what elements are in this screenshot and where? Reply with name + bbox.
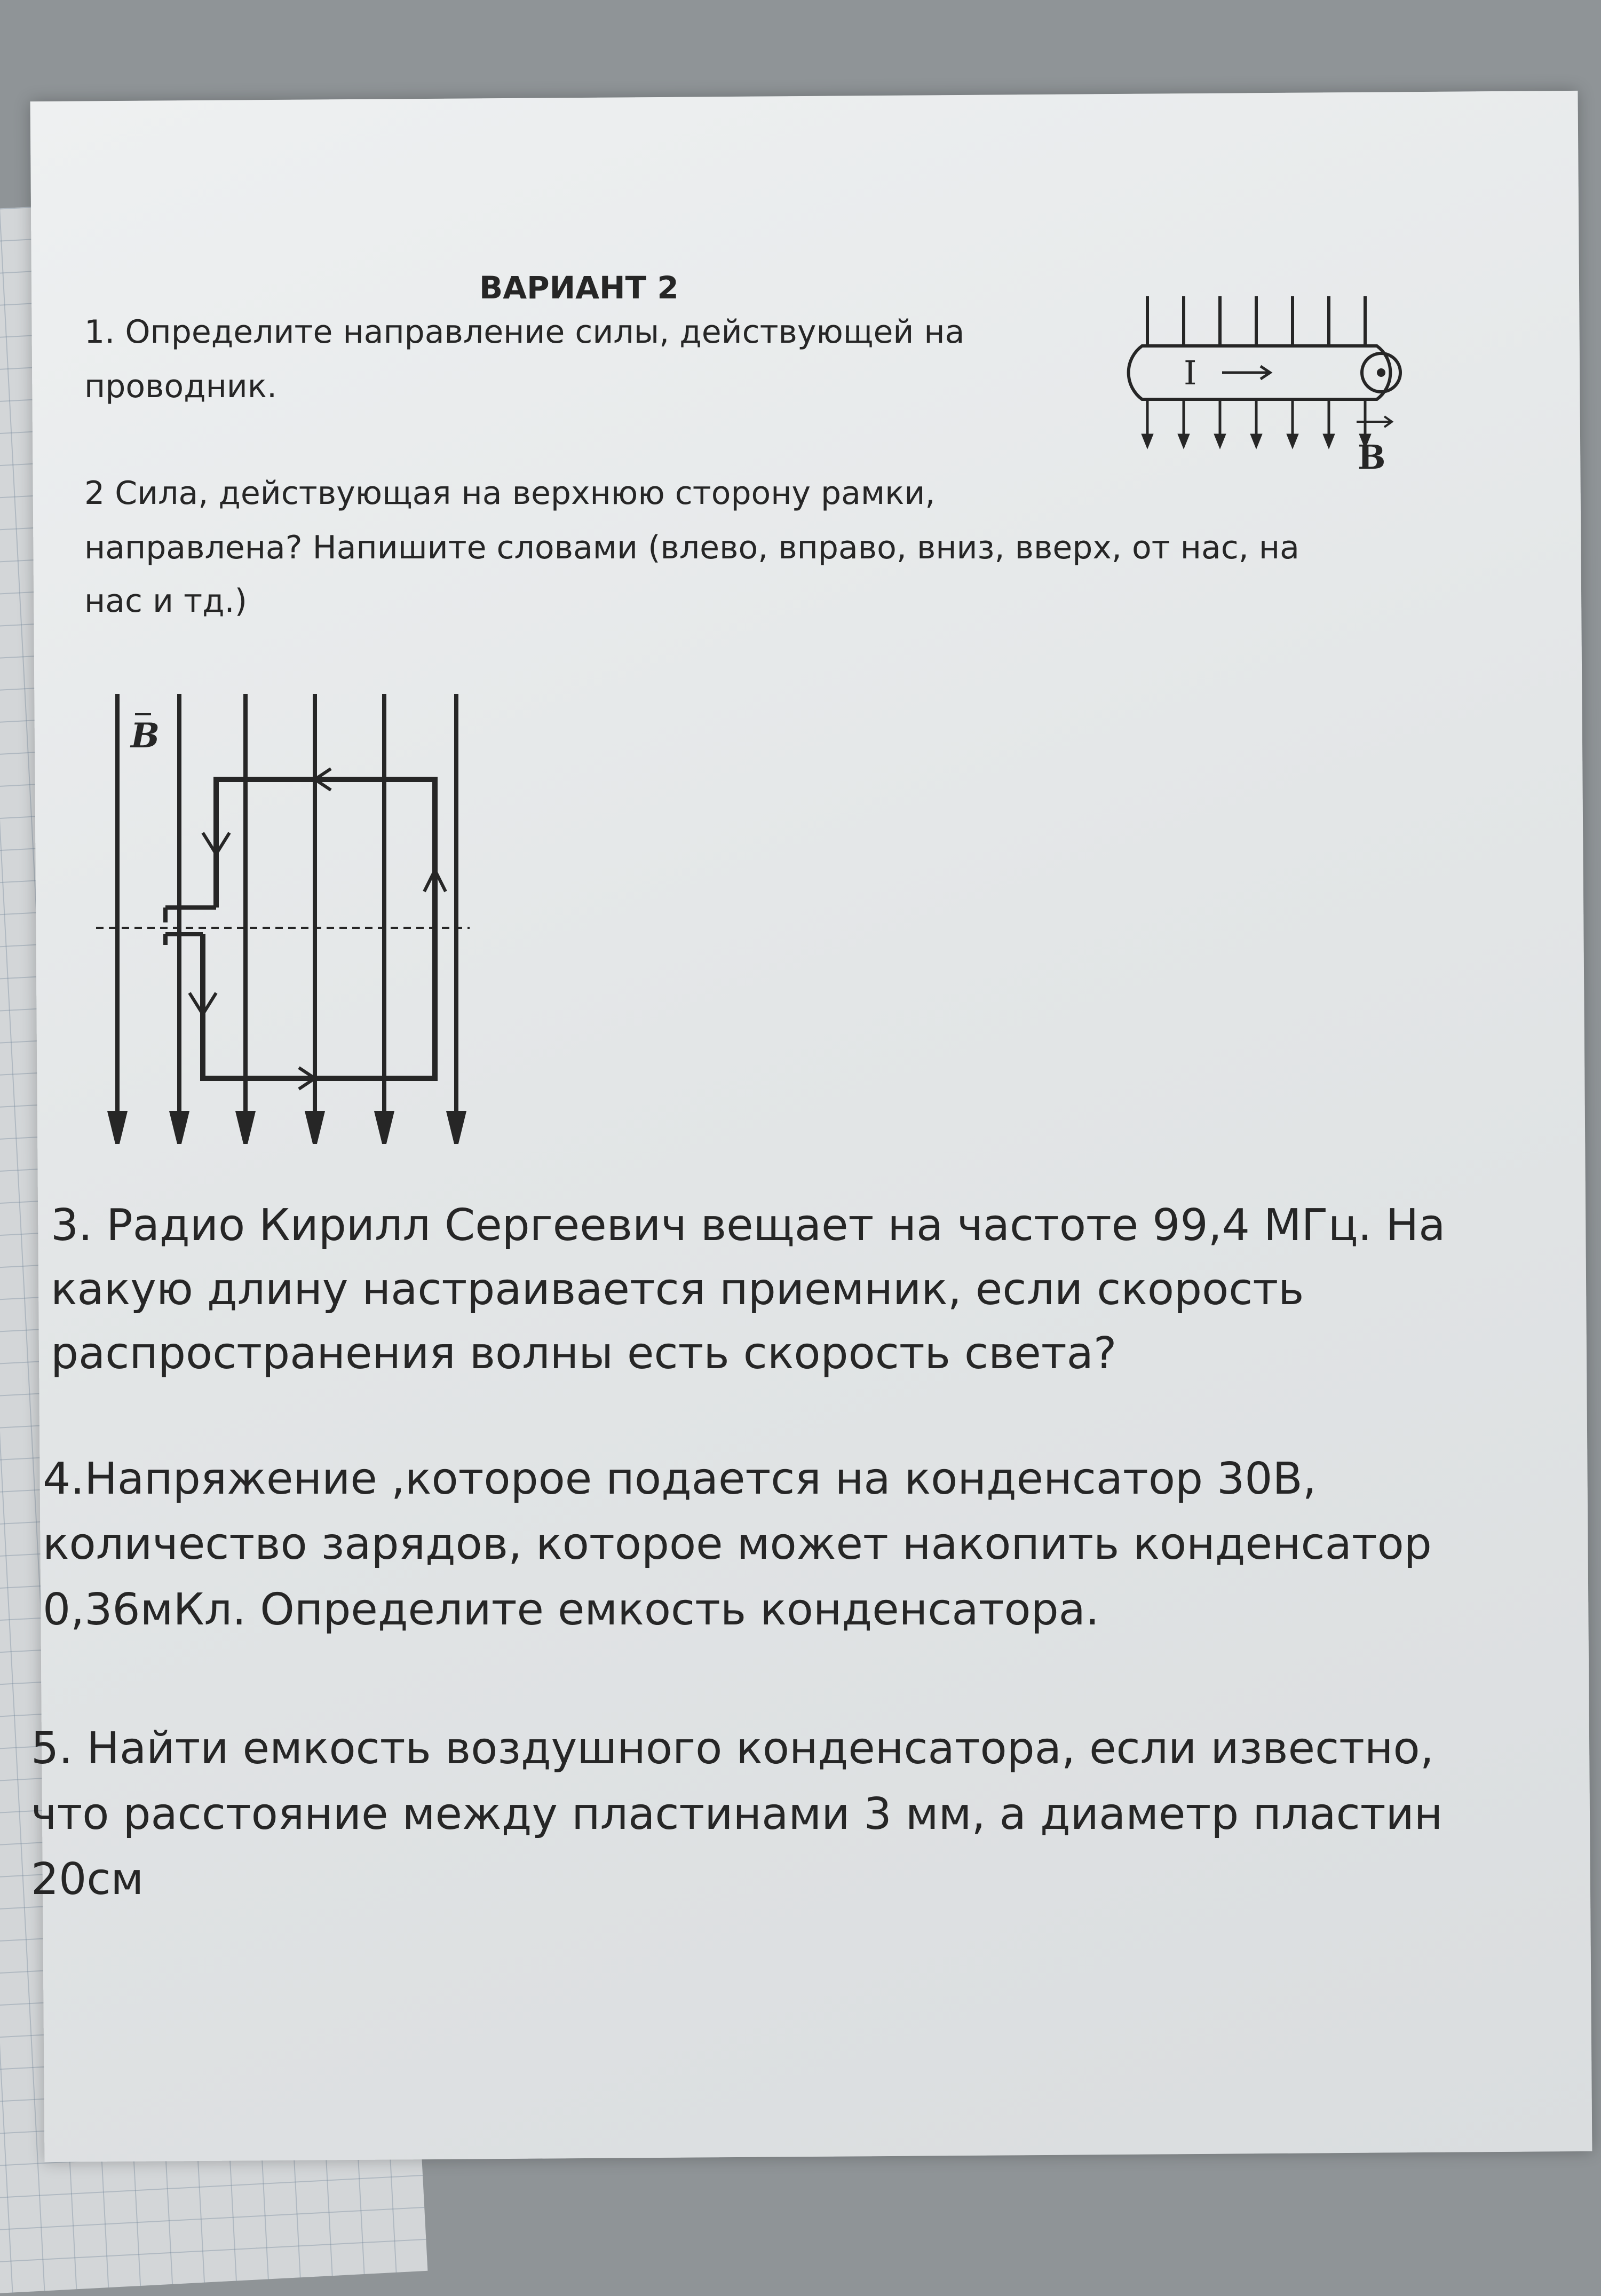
question-3-line-1: 3. Радио Кирилл Сергеевич вещает на частоте 99,4 МГц. На [51, 1200, 1446, 1251]
field-lines-bottom [1143, 399, 1369, 446]
question-1-line-2: проводник. [84, 368, 278, 405]
figure-2-frame-diagram [80, 683, 486, 1164]
field-label: B [1358, 438, 1386, 477]
field-label: B [131, 716, 160, 756]
current-label: I [1184, 353, 1197, 392]
question-3-line-2: какую длину настраивается приемник, если скорость [51, 1264, 1304, 1315]
question-5-line-2: что расстояние между пластинами 3 мм, а диаметр пластин [31, 1789, 1443, 1840]
question-4-line-3: 0,36мКл. Определите емкость конденсатора. [43, 1584, 1099, 1635]
question-4-line-2: количество зарядов, которое может накопить конденсатор [43, 1519, 1432, 1569]
variant-title: ВАРИАНТ 2 [479, 270, 679, 306]
question-5-line-3: 20см [31, 1854, 144, 1905]
question-1-line-1: 1. Определите направление силы, действующей на [84, 313, 965, 351]
current-arrow [1222, 366, 1270, 379]
figure-1-conductor-diagram [1110, 288, 1420, 486]
field-lines-top [1147, 296, 1365, 347]
question-4-line-1: 4.Напряжение ,которое подается на конденсатор 30В, [43, 1454, 1317, 1504]
question-5-line-1: 5. Найти емкость воздушного конденсатора, если известно, [31, 1723, 1434, 1774]
question-2-line-1: 2 Сила, действующая на верхнюю сторону рамки, [84, 475, 936, 512]
frame-terminals [165, 908, 216, 945]
question-3-line-3: распространения волны есть скорость света? [51, 1328, 1117, 1379]
field-vector-arrow [1357, 416, 1392, 427]
question-2-line-2: направлена? Напишите словами (влево, вправо, вниз, вверх, от нас, на [84, 529, 1299, 566]
question-2-line-3: нас и тд.) [84, 582, 248, 620]
current-out-of-page-dot [1377, 368, 1385, 377]
